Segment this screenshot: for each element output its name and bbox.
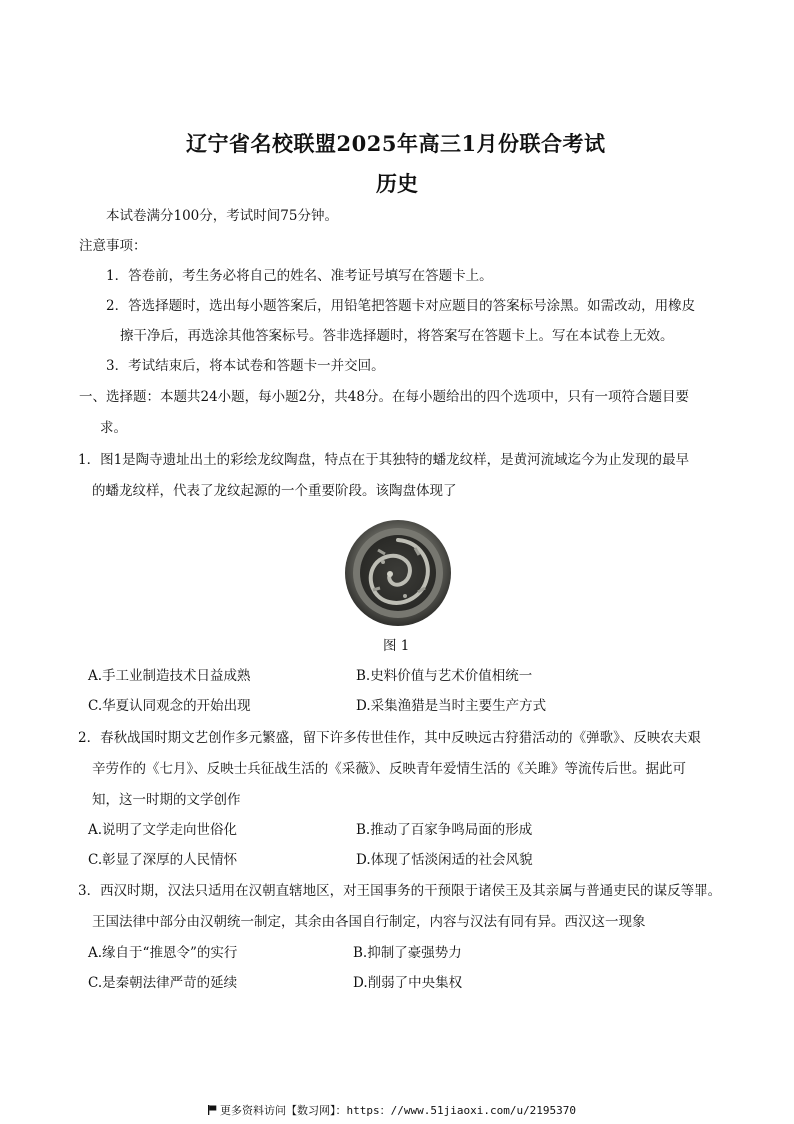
footer-resource-link[interactable] — [208, 1102, 576, 1118]
question-1-option-a: A.手工业制造技术日益成熟 — [88, 668, 251, 684]
question-3-option-d: D.削弱了中央集权 — [353, 975, 463, 991]
question-1-option-d: D.采集渔猎是当时主要生产方式 — [356, 698, 547, 714]
figure-1-caption: 图 1 — [383, 638, 410, 654]
question-1-stem-line-1: 1．图1是陶寺遗址出土的彩绘龙纹陶盘，特点在于其独特的蟠龙纹样，是黄河流域迄今为止发现的最早 — [78, 452, 690, 468]
section-heading: 一、选择题：本题共24小题，每小题2分，共48分。在每小题给出的四个选项中，只有一项符合题目要 — [79, 389, 689, 405]
question-3-option-b: B.抑制了豪强势力 — [353, 945, 462, 961]
footer-text[interactable]: 更多资料访问【数习网】：https：//www.51jiaoxi.com/u/2195370 — [220, 1104, 577, 1117]
question-3-stem-line-1: 3．西汉时期，汉法只适用在汉朝直辖地区，对王国事务的干预限于诸侯王及其亲属与普通吏民的谋反等罪。 — [78, 883, 722, 899]
question-3-option-c: C.是秦朝法律严苛的延续 — [88, 975, 238, 991]
question-1-stem-line-2: 的蟠龙纹样，代表了龙纹起源的一个重要阶段。该陶盘体现了 — [92, 483, 457, 499]
notes-heading: 注意事项： — [79, 238, 147, 254]
section-heading-cont: 求。 — [100, 420, 127, 436]
note-item-2-cont: 擦干净后，再选涂其他答案标号。答非选择题时，将答案写在答题卡上。写在本试卷上无效。 — [120, 328, 674, 344]
painted-dragon-pottery-plate-image — [343, 518, 453, 628]
question-3-option-a: A.缘自于“推恩令”的实行 — [88, 945, 238, 961]
exam-title: 辽宁省名校联盟2025年高三1月份联合考试 — [186, 131, 606, 156]
note-item-1: 1．答卷前，考生务必将自己的姓名、准考证号填写在答题卡上。 — [106, 268, 493, 284]
question-1-option-b: B.史料价值与艺术价值相统一 — [356, 668, 533, 684]
question-2-option-b: B.推动了百家争鸣局面的形成 — [356, 822, 533, 838]
question-1-option-c: C.华夏认同观念的开始出现 — [88, 698, 251, 714]
question-2-option-c: C.彰显了深厚的人民情怀 — [88, 852, 238, 868]
question-2-stem-line-3: 知，这一时期的文学创作 — [92, 792, 241, 808]
exam-info: 本试卷满分100分，考试时间75分钟。 — [106, 208, 338, 224]
subject-title: 历史 — [376, 171, 418, 196]
question-2-stem-line-1: 2．春秋战国时期文艺创作多元繁盛，留下许多传世佳作，其中反映远古狩猎活动的《弹歌》、反映农夫艰 — [78, 730, 701, 746]
flag-icon — [208, 1105, 217, 1118]
question-2-stem-line-2: 辛劳作的《七月》、反映士兵征战生活的《采薇》、反映青年爱情生活的《关雎》等流传后世。据此可 — [92, 761, 686, 777]
question-3-stem-line-2: 王国法律中部分由汉朝统一制定，其余由各国自行制定，内容与汉法有同有异。西汉这一现象 — [92, 914, 646, 930]
note-item-2: 2．答选择题时，选出每小题答案后，用铅笔把答题卡对应题目的答案标号涂黑。如需改动，用橡皮 — [106, 298, 696, 314]
note-item-3: 3．考试结束后，将本试卷和答题卡一并交回。 — [106, 358, 385, 374]
question-2-option-d: D.体现了恬淡闲适的社会风貌 — [356, 852, 533, 868]
question-2-option-a: A.说明了文学走向世俗化 — [88, 822, 238, 838]
